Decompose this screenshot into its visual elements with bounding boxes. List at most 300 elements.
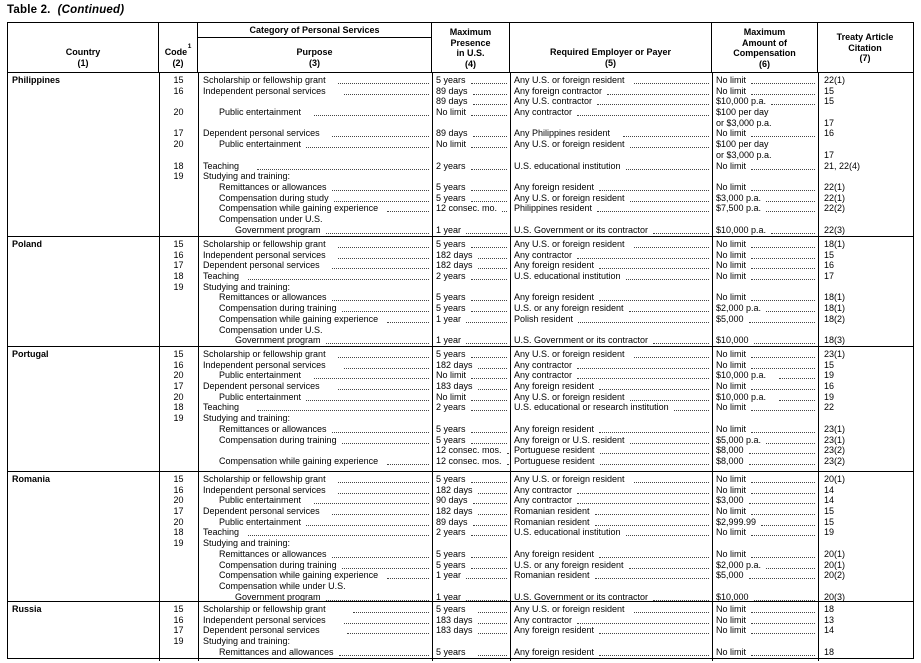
cell-text: Independent personal services [203, 85, 326, 96]
citation-cell: 22(1) [824, 75, 846, 85]
country-name: Poland [12, 239, 43, 249]
dot-leader [766, 303, 815, 312]
code-cell: 19 [173, 636, 184, 647]
cell-text: No limit [716, 349, 747, 359]
dot-leader [471, 402, 507, 411]
presence-cell [432, 570, 510, 581]
purpose-cell [198, 349, 432, 360]
cell-text: 1 year [436, 313, 462, 324]
dot-leader [314, 370, 429, 379]
compensation-cell [712, 96, 818, 107]
dot-leader [478, 604, 507, 613]
dot-leader [471, 560, 507, 569]
table-row [8, 424, 913, 435]
citation-cell: 17 [824, 117, 835, 128]
cell-text: 5 years [436, 423, 466, 434]
table-row [8, 128, 913, 139]
compensation-cell [712, 193, 818, 204]
dot-leader [478, 485, 507, 494]
dot-leader [339, 647, 429, 656]
cell-text: Studying and training: [203, 171, 291, 182]
compensation-cell [712, 271, 818, 282]
cell-text: Independent personal services [203, 614, 326, 625]
column-divider [198, 602, 199, 661]
code-cell: 17 [173, 625, 184, 636]
column-divider [712, 472, 713, 601]
purpose-cell [198, 647, 432, 658]
table-row [8, 325, 913, 336]
cell-text: No limit [716, 359, 747, 370]
compensation-cell [712, 161, 818, 172]
employer-cell [510, 161, 712, 172]
dot-leader [473, 517, 507, 526]
column-divider [712, 602, 713, 661]
dot-leader [599, 260, 709, 269]
employer-cell [510, 402, 712, 413]
purpose-cell [198, 402, 432, 413]
cell-text: $5,000 [716, 570, 744, 581]
header-presence: Maximum Presence in U.S. (4) [432, 23, 510, 72]
cell-text: No limit [716, 75, 747, 85]
dot-leader [749, 445, 815, 454]
citation-cell: 15 [824, 516, 835, 527]
dot-leader [471, 239, 507, 248]
dot-leader [478, 506, 507, 515]
citation-cell: 20(2) [824, 570, 846, 581]
compensation-cell [712, 402, 818, 413]
cell-text: 2 years [436, 402, 466, 413]
purpose-cell [198, 75, 432, 86]
dot-leader [577, 495, 709, 504]
header-code-label: Code [164, 47, 188, 57]
dot-leader [599, 647, 709, 656]
compensation-cell [712, 549, 818, 560]
cell-text: Scholarship or fellowship grant [203, 474, 326, 484]
dot-leader [577, 107, 709, 116]
citation-cell: 20(1) [824, 474, 846, 484]
dot-leader [466, 314, 507, 323]
code-cell: 19 [173, 171, 184, 182]
citation-cell: 13 [824, 614, 835, 625]
presence-cell [432, 107, 510, 118]
compensation-cell [712, 517, 818, 528]
dot-leader [761, 517, 815, 526]
presence-cell [432, 225, 510, 236]
column-divider [818, 602, 819, 661]
dot-leader [749, 570, 815, 579]
purpose-cell [198, 636, 432, 647]
code-cell: 16 [173, 484, 184, 495]
cell-text: U.S. Government or its contractor [514, 335, 649, 346]
header-employer [510, 23, 712, 72]
table-row [8, 456, 913, 467]
cell-text: Compensation while gaining experience [219, 570, 379, 581]
table-row [8, 260, 913, 271]
cell-text: U.S. Government or its contractor [514, 591, 649, 602]
cell-text: 5 years [436, 303, 466, 314]
column-divider [712, 347, 713, 471]
cell-text: 1 year [436, 570, 462, 581]
cell-text: Compensation during training [219, 559, 337, 570]
dot-leader [749, 495, 815, 504]
cell-text: 89 days [436, 516, 468, 527]
presence-cell [432, 560, 510, 571]
presence-cell [432, 604, 510, 615]
citation-cell: 20(3) [824, 591, 846, 602]
dot-leader [334, 193, 429, 202]
table-row [8, 474, 913, 485]
country-section [8, 346, 913, 471]
cell-text: Any foreign resident [514, 260, 595, 271]
purpose-cell [198, 615, 432, 626]
cell-text: 5 years [436, 434, 466, 445]
country-name: Philippines [12, 75, 61, 85]
cell-text: Compensation during training [219, 434, 337, 445]
compensation-cell [712, 604, 818, 615]
dot-leader [599, 381, 709, 390]
dot-leader [595, 570, 709, 579]
table-row [8, 570, 913, 581]
cell-text: No limit [436, 139, 467, 150]
presence-cell [432, 139, 510, 150]
country-cell [8, 239, 159, 250]
header-citation-num: (7) [859, 53, 871, 64]
country-name: Portugal [12, 349, 49, 359]
presence-cell [432, 456, 510, 467]
dot-leader [751, 506, 815, 515]
purpose-cell [198, 506, 432, 517]
cell-text: 5 years [436, 292, 466, 303]
cell-text: $8,000 [716, 455, 744, 466]
dot-leader [751, 271, 815, 280]
header-citation: Treaty Article Citation (7) [818, 23, 912, 72]
cell-text: Any foreign resident [514, 381, 595, 392]
citation-cell: 23(2) [824, 455, 846, 466]
dot-leader [674, 402, 709, 411]
cell-text: 182 days [436, 484, 473, 495]
dot-leader [332, 506, 429, 515]
dot-leader [577, 485, 709, 494]
dot-leader [623, 128, 709, 137]
citation-cell: 15 [824, 96, 835, 107]
employer-cell [510, 445, 712, 456]
dot-leader [599, 549, 709, 558]
citation-cell: 17 [824, 271, 835, 282]
code-cell: 15 [173, 349, 184, 359]
dot-leader [597, 96, 709, 105]
employer-cell [510, 647, 712, 658]
employer-cell [510, 456, 712, 467]
dot-leader [332, 182, 429, 191]
cell-text: Any foreign resident [514, 646, 595, 657]
cell-text: $10,000 p.a. [716, 224, 767, 235]
code-cell: 20 [173, 516, 184, 527]
cell-text: 12 consec. mos. [436, 455, 502, 466]
header-compensation: Maximum Amount of Compensation (6) [712, 23, 818, 72]
presence-cell [432, 474, 510, 485]
dot-leader [257, 402, 429, 411]
table-row [8, 636, 913, 647]
cell-text: Public entertainment [219, 391, 302, 402]
header-compensation-num: (6) [759, 58, 770, 69]
code-cell: 19 [173, 538, 184, 549]
compensation-cell [712, 381, 818, 392]
purpose-cell [198, 456, 432, 467]
employer-cell [510, 335, 712, 346]
purpose-cell [198, 474, 432, 485]
dot-leader [466, 225, 507, 234]
cell-text: 1 year [436, 224, 462, 235]
citation-cell: 18(1) [824, 292, 846, 303]
purpose-cell [198, 225, 432, 236]
table-row [8, 314, 913, 325]
cell-text: Portuguese resident [514, 445, 595, 456]
table-title [7, 4, 124, 16]
employer-cell [510, 250, 712, 261]
cell-text: Polish resident [514, 313, 574, 324]
dot-leader [754, 335, 815, 344]
citation-cell: 16 [824, 260, 835, 271]
citation-cell: 15 [824, 85, 835, 96]
cell-text: Compensation under U.S. [219, 324, 323, 335]
cell-text: Dependent personal services [203, 128, 320, 139]
cell-text: Remittances or allowances [219, 292, 327, 303]
dot-leader [599, 182, 709, 191]
dot-leader [751, 349, 815, 358]
cell-text: 89 days [436, 128, 468, 139]
compensation-cell [712, 260, 818, 271]
presence-cell [432, 86, 510, 97]
dot-leader [751, 381, 815, 390]
dot-leader [779, 392, 815, 401]
cell-text: Any U.S. or foreign resident [514, 349, 625, 359]
code-cell: 18 [173, 160, 184, 171]
cell-text: $3,000 p.a. [716, 192, 762, 203]
dot-leader [626, 161, 709, 170]
cell-text: Teaching [203, 402, 240, 413]
country-section [8, 601, 913, 661]
dot-leader [751, 647, 815, 656]
purpose-cell [198, 381, 432, 392]
dot-leader [577, 370, 709, 379]
dot-leader [473, 96, 507, 105]
dot-leader [478, 615, 507, 624]
cell-text: Any U.S. or foreign resident [514, 75, 625, 85]
cell-text: Any contractor [514, 249, 573, 260]
citation-cell: 14 [824, 495, 835, 506]
dot-leader [630, 392, 709, 401]
cell-text: 5 years [436, 646, 466, 657]
cell-text: No limit [716, 249, 747, 260]
dot-leader [466, 570, 507, 579]
cell-text: $100 per day [716, 139, 769, 150]
compensation-cell [712, 424, 818, 435]
purpose-cell [198, 86, 432, 97]
table-row [8, 647, 913, 658]
dot-leader [766, 560, 815, 569]
dot-leader [344, 86, 429, 95]
cell-text: $2,999.99 [716, 516, 757, 527]
cell-text: Dependent personal services [203, 260, 320, 271]
cell-text: 182 days [436, 260, 473, 271]
citation-cell: 20(1) [824, 559, 846, 570]
dot-leader [387, 570, 429, 579]
cell-text: No limit [716, 381, 747, 392]
compensation-cell [712, 150, 818, 161]
cell-text: 5 years [436, 192, 466, 203]
cell-text: $7,500 p.a. [716, 203, 762, 214]
cell-text: Any U.S. contractor [514, 96, 593, 107]
cell-text: Teaching [203, 527, 240, 538]
presence-cell [432, 193, 510, 204]
cell-text: No limit [716, 160, 747, 171]
compensation-cell [712, 435, 818, 446]
dot-leader [599, 292, 709, 301]
table-row [8, 549, 913, 560]
dot-leader [751, 485, 815, 494]
presence-cell [432, 292, 510, 303]
dot-leader [466, 335, 507, 344]
cell-text: No limit [716, 181, 747, 192]
citation-cell: 23(1) [824, 434, 846, 445]
dot-leader [478, 250, 507, 259]
cell-text: No limit [716, 548, 747, 559]
compensation-cell [712, 506, 818, 517]
cell-text: 5 years [436, 604, 466, 614]
dot-leader [577, 250, 709, 259]
presence-cell [432, 527, 510, 538]
purpose-cell [198, 139, 432, 150]
dot-leader [751, 527, 815, 536]
cell-text: Independent personal services [203, 484, 326, 495]
citation-cell: 15 [824, 506, 835, 517]
table-title-prefix: Table 2. [7, 4, 51, 16]
employer-cell [510, 128, 712, 139]
country-cell [8, 604, 159, 615]
compensation-cell [712, 139, 818, 150]
table-row [8, 381, 913, 392]
header-country-label: Country [65, 47, 101, 57]
dot-leader [771, 225, 815, 234]
citation-cell: 22(3) [824, 224, 846, 235]
table-row [8, 193, 913, 204]
cell-text: Compensation during training [219, 303, 337, 314]
cell-text: 182 days [436, 359, 473, 370]
cell-text: No limit [716, 506, 747, 517]
cell-text: Compensation during study [219, 192, 329, 203]
table-row [8, 402, 913, 413]
cell-text: $10,000 p.a. [716, 370, 767, 381]
dot-leader [344, 360, 429, 369]
cell-text: Dependent personal services [203, 381, 320, 392]
cell-text: Government program [235, 224, 321, 235]
cell-text: No limit [716, 474, 747, 484]
cell-text: Public entertainment [219, 495, 302, 506]
compensation-cell [712, 239, 818, 250]
purpose-cell [198, 549, 432, 560]
employer-cell [510, 604, 712, 615]
presence-cell [432, 381, 510, 392]
dot-leader [630, 139, 709, 148]
dot-leader [478, 381, 507, 390]
compensation-cell [712, 118, 818, 129]
dot-leader [344, 615, 429, 624]
citation-cell: 15 [824, 249, 835, 260]
citation-cell: 23(2) [824, 445, 846, 456]
code-cell: 17 [173, 260, 184, 271]
dot-leader [471, 182, 507, 191]
employer-cell [510, 560, 712, 571]
dot-leader [257, 161, 429, 170]
dot-leader [629, 303, 709, 312]
dot-leader [751, 615, 815, 624]
presence-cell [432, 549, 510, 560]
citation-cell: 19 [824, 370, 835, 381]
cell-text: Teaching [203, 271, 240, 282]
table-row [8, 604, 913, 615]
cell-text: No limit [436, 370, 467, 381]
table-row [8, 203, 913, 214]
cell-text: $2,000 p.a. [716, 303, 762, 314]
purpose-cell [198, 604, 432, 615]
compensation-cell [712, 303, 818, 314]
purpose-cell [198, 271, 432, 282]
cell-text: Any contractor [514, 614, 573, 625]
presence-cell [432, 424, 510, 435]
dot-leader [629, 560, 709, 569]
purpose-cell [198, 171, 432, 182]
cell-text: 2 years [436, 160, 466, 171]
column-divider [432, 73, 433, 236]
cell-text: $8,000 [716, 445, 744, 456]
dot-leader [653, 335, 709, 344]
dot-leader [332, 128, 429, 137]
cell-text: U.S. Government or its contractor [514, 224, 649, 235]
dot-leader [634, 239, 709, 248]
compensation-cell [712, 349, 818, 360]
cell-text: Remittances or allowances [219, 548, 327, 559]
dot-leader [577, 615, 709, 624]
table-row [8, 360, 913, 371]
dot-leader [599, 424, 709, 433]
employer-cell [510, 370, 712, 381]
table-row [8, 107, 913, 118]
compensation-cell [712, 625, 818, 636]
purpose-cell [198, 538, 432, 549]
citation-cell: 18 [824, 646, 835, 657]
compensation-cell [712, 335, 818, 346]
cell-text: Studying and training: [203, 636, 291, 647]
dot-leader [749, 314, 815, 323]
code-cell: 20 [173, 139, 184, 150]
purpose-cell [198, 214, 432, 225]
cell-text: Any foreign resident [514, 625, 595, 636]
code-cell: 18 [173, 271, 184, 282]
cell-text: 183 days [436, 614, 473, 625]
dot-leader [306, 392, 429, 401]
dot-leader [597, 203, 709, 212]
code-cell: 16 [173, 614, 184, 625]
cell-text: Scholarship or fellowship grant [203, 239, 326, 249]
cell-text: Any foreign resident [514, 292, 595, 303]
dot-leader [326, 335, 429, 344]
cell-text: U.S. or any foreign resident [514, 303, 624, 314]
country-name: Russia [12, 604, 42, 614]
table-row [8, 86, 913, 97]
cell-text: U.S. educational or research institution [514, 402, 669, 413]
presence-cell [432, 96, 510, 107]
code-cell: 17 [173, 381, 184, 392]
